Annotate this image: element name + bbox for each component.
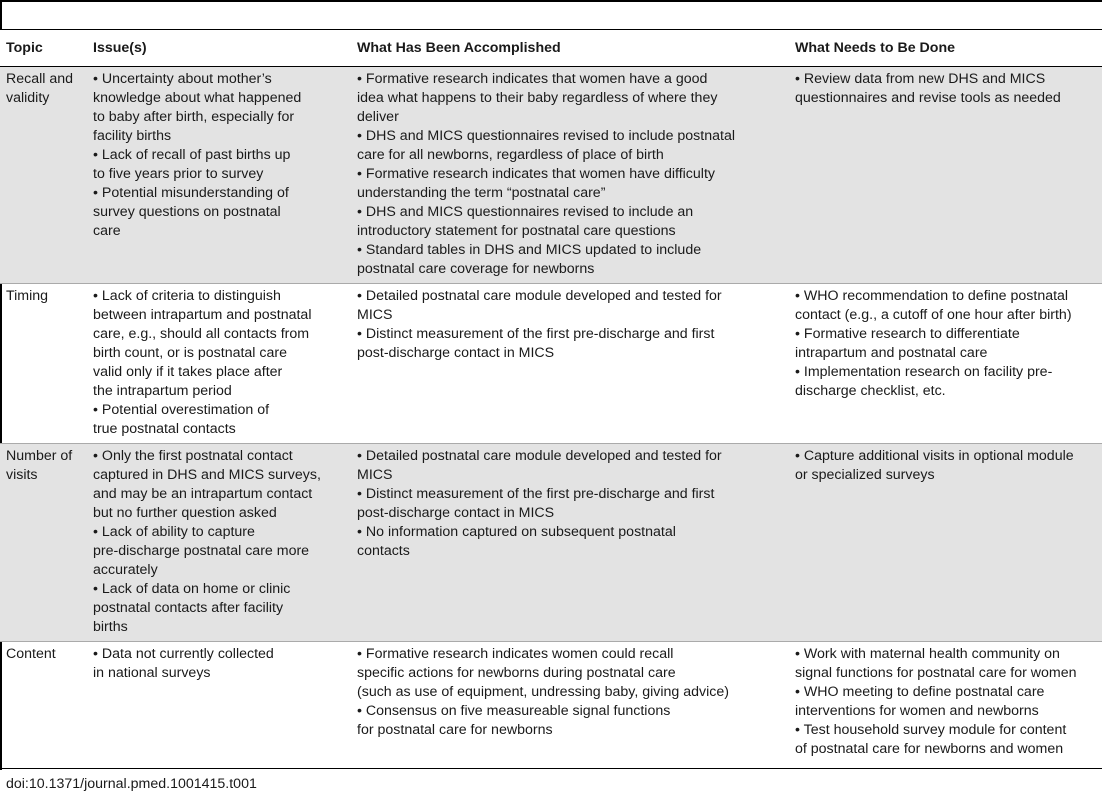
cell-topic xyxy=(0,444,87,642)
bullet-item-continuation: care, e.g., should all contacts from xyxy=(93,326,310,342)
bullet-item-continuation: questionnaires and revise tools as needed xyxy=(795,90,1061,106)
table-row xyxy=(0,642,1102,764)
bullet-item: • Lack of criteria to distinguish xyxy=(93,288,281,304)
bullet-item-continuation: introductory statement for postnatal care questions xyxy=(357,223,676,239)
topic-line: validity xyxy=(6,90,50,106)
bullet-item-continuation: specific actions for newborns during postnatal care xyxy=(357,665,676,681)
bullet-item-continuation: to five years prior to survey xyxy=(93,166,264,182)
bullet-item: • Only the first postnatal contact xyxy=(93,448,293,464)
bullet-item-continuation: MICS xyxy=(357,467,393,483)
bullet-item-continuation: the intrapartum period xyxy=(93,383,232,399)
bullet-item-continuation: for postnatal care for newborns xyxy=(357,722,553,738)
bullet-item-continuation: postnatal care coverage for newborns xyxy=(357,261,595,277)
bullet-item-continuation: (such as use of equipment, undressing baby, giving advice) xyxy=(357,684,729,700)
topic-line: visits xyxy=(6,467,38,483)
bullet-item: • Implementation research on facility pre- xyxy=(795,364,1053,380)
cell-issues xyxy=(87,284,351,444)
table-body xyxy=(0,67,1102,764)
cell-todo xyxy=(789,642,1102,764)
bullet-item-continuation: to baby after birth, especially for xyxy=(93,109,295,125)
cell-issues xyxy=(87,444,351,642)
bullet-item: • DHS and MICS questionnaires revised to include postnatal xyxy=(357,128,735,144)
bullet-item: • Formative research indicates women could recall xyxy=(357,646,674,662)
bullet-item: • Capture additional visits in optional module xyxy=(795,448,1074,464)
cell-accomplished xyxy=(351,444,789,642)
bullet-item-continuation: captured in DHS and MICS surveys, xyxy=(93,467,321,483)
bullet-item-continuation: in national surveys xyxy=(93,665,211,681)
header-accomplished: What Has Been Accomplished xyxy=(351,30,789,67)
table-row xyxy=(0,444,1102,642)
bullet-item: • Test household survey module for content xyxy=(795,722,1067,738)
bullet-item-continuation: contacts xyxy=(357,543,410,559)
doi-caption: doi:10.1371/journal.pmed.1001415.t001 xyxy=(6,776,257,792)
bullet-item: • Distinct measurement of the first pre-discharge and first xyxy=(357,326,715,342)
bullet-item-continuation: contact (e.g., a cutoff of one hour after birth) xyxy=(795,307,1072,323)
bullet-item-continuation: birth count, or is postnatal care xyxy=(93,345,287,361)
bullet-item-continuation: signal functions for postnatal care for women xyxy=(795,665,1077,681)
bullet-item-continuation: idea what happens to their baby regardless of where they xyxy=(357,90,718,106)
cell-accomplished xyxy=(351,67,789,284)
bullet-item-continuation: post-discharge contact in MICS xyxy=(357,505,555,521)
topic-line: Content xyxy=(6,646,56,662)
cell-topic xyxy=(0,67,87,284)
bullet-item-continuation: MICS xyxy=(357,307,393,323)
bullet-item: • Potential misunderstanding of xyxy=(93,185,289,201)
cell-issues xyxy=(87,642,351,764)
bullet-item-continuation: between intrapartum and postnatal xyxy=(93,307,312,323)
bullet-item-continuation: care xyxy=(93,223,121,239)
bullet-item-continuation: pre-discharge postnatal care more xyxy=(93,543,310,559)
bullet-item: • Work with maternal health community on xyxy=(795,646,1060,662)
bullet-item: • DHS and MICS questionnaires revised to include an xyxy=(357,204,694,220)
bullet-item-continuation: care for all newborns, regardless of place of birth xyxy=(357,147,664,163)
cell-issues xyxy=(87,67,351,284)
bullet-item: • Formative research to differentiate xyxy=(795,326,1020,342)
bullet-item-continuation: knowledge about what happened xyxy=(93,90,302,106)
bullet-item: • Detailed postnatal care module developed and tested for xyxy=(357,288,722,304)
bullet-item: • Lack of data on home or clinic xyxy=(93,581,291,597)
bullet-item: • Review data from new DHS and MICS xyxy=(795,71,1046,87)
bullet-item: • Lack of ability to capture xyxy=(93,524,255,540)
bullet-item-continuation: understanding the term “postnatal care” xyxy=(357,185,606,201)
bullet-item-continuation: deliver xyxy=(357,109,399,125)
header-row xyxy=(0,30,1102,67)
bullet-item-continuation: of postnatal care for newborns and women xyxy=(795,741,1064,757)
bullet-item: • Formative research indicates that women have a good xyxy=(357,71,708,87)
cell-topic xyxy=(0,642,87,764)
bullet-item: • Uncertainty about mother’s xyxy=(93,71,272,87)
bullet-item: • Distinct measurement of the first pre-discharge and first xyxy=(357,486,715,502)
table-top-rule xyxy=(0,0,1102,2)
bullet-item-continuation: births xyxy=(93,619,128,635)
cell-accomplished xyxy=(351,284,789,444)
bullet-item-continuation: or specialized surveys xyxy=(795,467,935,483)
table-row xyxy=(0,67,1102,284)
header-todo: What Needs to Be Done xyxy=(789,30,1102,67)
bullet-item-continuation: survey questions on postnatal xyxy=(93,204,281,220)
bullet-item: • Detailed postnatal care module developed and tested for xyxy=(357,448,722,464)
topic-line: Number of xyxy=(6,448,73,464)
bullet-item: • Consensus on five measureable signal functions xyxy=(357,703,671,719)
bullet-item: • WHO meeting to define postnatal care xyxy=(795,684,1045,700)
header-topic: Topic xyxy=(0,30,87,67)
topic-line: Recall and xyxy=(6,71,74,87)
bullet-item-continuation: discharge checklist, etc. xyxy=(795,383,946,399)
bullet-item-continuation: post-discharge contact in MICS xyxy=(357,345,555,361)
bullet-item: • WHO recommendation to define postnatal xyxy=(795,288,1069,304)
cell-todo xyxy=(789,284,1102,444)
bullet-item-continuation: but no further question asked xyxy=(93,505,277,521)
bullet-item-continuation: true postnatal contacts xyxy=(93,421,236,437)
cell-accomplished xyxy=(351,642,789,764)
bullet-item-continuation: facility births xyxy=(93,128,172,144)
bullet-item-continuation: valid only if it takes place after xyxy=(93,364,283,380)
bullet-item-continuation: intrapartum and postnatal care xyxy=(795,345,988,361)
bullet-item: • No information captured on subsequent postnatal xyxy=(357,524,676,540)
postnatal-care-table xyxy=(0,30,1102,763)
cell-topic xyxy=(0,284,87,444)
cell-todo xyxy=(789,444,1102,642)
bullet-item-continuation: postnatal contacts after facility xyxy=(93,600,284,616)
bullet-item: • Data not currently collected xyxy=(93,646,274,662)
bullet-item-continuation: accurately xyxy=(93,562,158,578)
bullet-item: • Standard tables in DHS and MICS updated to include xyxy=(357,242,702,258)
cell-todo xyxy=(789,67,1102,284)
table-row xyxy=(0,284,1102,444)
topic-line: Timing xyxy=(6,288,49,304)
bullet-item: • Formative research indicates that women have difficulty xyxy=(357,166,715,182)
header-issues: Issue(s) xyxy=(87,30,351,67)
bullet-item-continuation: interventions for women and newborns xyxy=(795,703,1039,719)
bullet-item: • Lack of recall of past births up xyxy=(93,147,291,163)
table-bottom-rule xyxy=(0,768,1102,769)
bullet-item: • Potential overestimation of xyxy=(93,402,270,418)
bullet-item-continuation: and may be an intrapartum contact xyxy=(93,486,313,502)
